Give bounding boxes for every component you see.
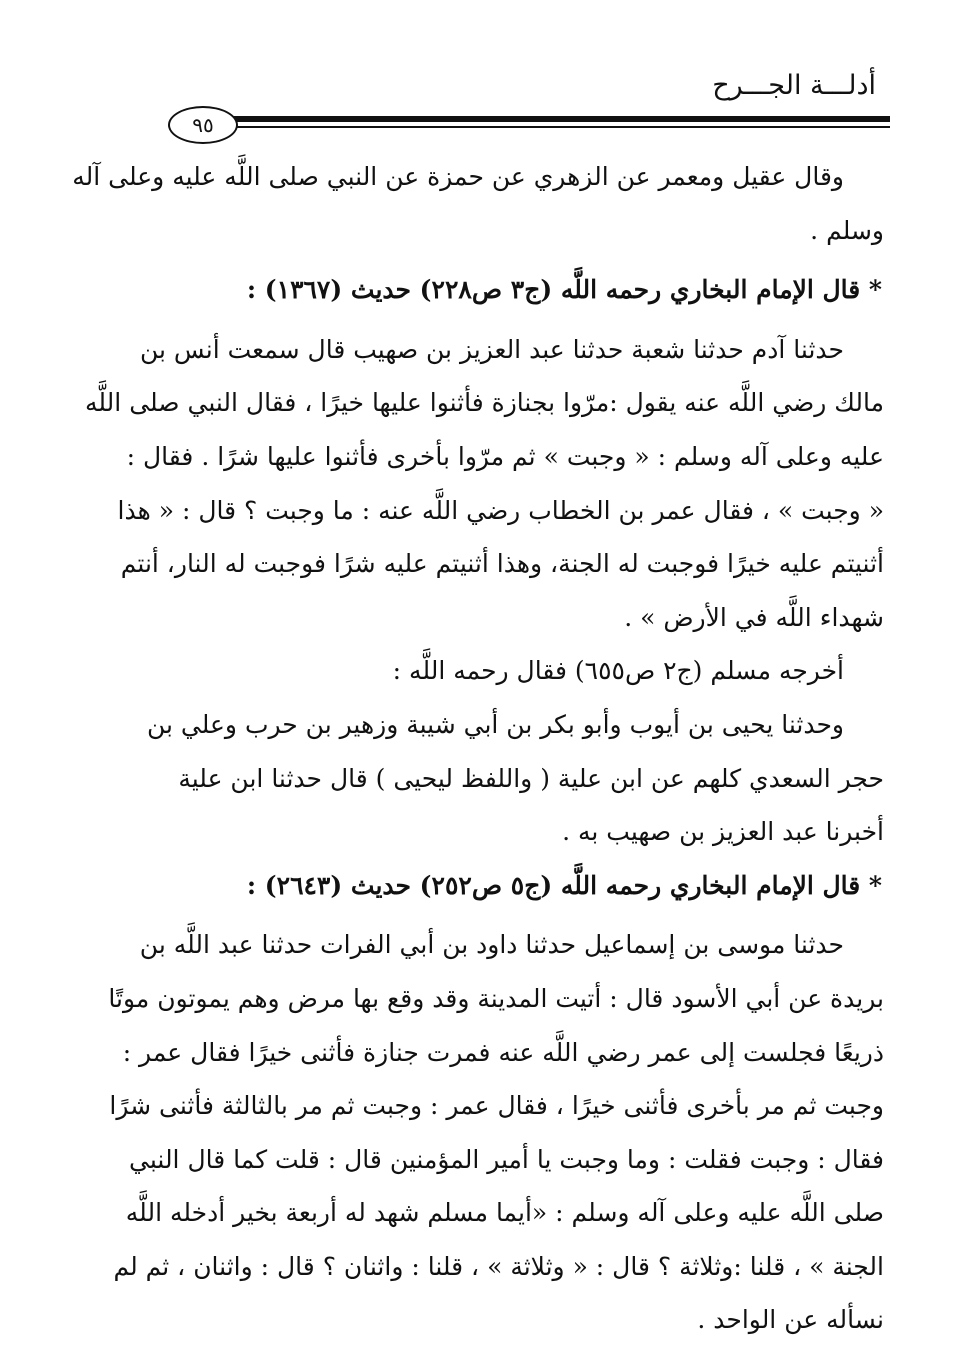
paragraph-line: وحدثنا يحيى بن أيوب وأبو بكر بن أبي شيبة وزهير بن حرب وعلي بن	[146, 709, 844, 739]
page-number-badge	[168, 106, 238, 144]
paragraph-line: أخبرنا عبد العزيز بن صهيب به .	[562, 817, 884, 847]
paragraph-line: ذريعًا فجلست إلى عمر رضي اللَّه عنه فمرت جنازة فأثنى خيرًا فقال عمر :	[122, 1037, 884, 1067]
paragraph-line: شهداء اللَّه في الأرض » .	[624, 602, 884, 632]
paragraph-line: « وجبت » ، فقال عمر بن الخطاب رضي اللَّه عنه : ما وجبت ؟ قال : « هذا	[117, 495, 884, 525]
page-number: ٩٥	[192, 113, 214, 137]
paragraph-line: أثنيتم عليه خيرًا فوجبت له الجنة، وهذا أثنيتم عليه شرًا فوجبت له النار، أنتم	[120, 549, 884, 579]
paragraph-line: وسلم .	[810, 215, 884, 245]
section-heading: * قال الإمام البخاري رحمه اللَّه (ج٣ ص٢٢٨) حديث (١٣٦٧) :	[246, 275, 882, 305]
paragraph-line: وجبت ثم مر بأخرى فأثنى خيرًا ، فقال عمر : وجبت ثم مر بالثالثة فأثنى شرًا	[109, 1091, 884, 1121]
paragraph-line: نسأله عن الواحد .	[697, 1305, 884, 1335]
paragraph-line: الجنة » ، قلنا :وثلاثة ؟ قال : « وثلاثة » ، قلنا : واثنان ؟ قال : واثنان ، ثم لم	[113, 1251, 884, 1281]
paragraph-line: حدثنا آدم حدثنا شعبة حدثنا عبد العزيز بن صهيب قال سمعت أنس بن	[139, 334, 844, 364]
page-body	[72, 150, 884, 1347]
paragraph-line: عليه وعلى آله وسلم : « وجبت » ثم مرّوا بأخرى فأثنوا عليها شرًا . فقال :	[126, 441, 884, 471]
paragraph-line: حجر السعدي كلهم عن ابن علية ( واللفظ ليحيى ) قال حدثنا ابن علية	[178, 763, 884, 793]
paragraph-line: صلى اللَّه عليه وعلى آله وسلم : «أيما مسلم شهد له أربعة بخير أدخله اللَّه	[125, 1198, 884, 1228]
paragraph-line: مالك رضي اللَّه عنه يقول :مرّوا بجنازة فأثنوا عليها خيرًا ، فقال النبي صلى اللَّه	[85, 388, 884, 418]
paragraph-line: وقال عقيل ومعمر عن الزهري عن حمزة عن النبي صلى اللَّه عليه وعلى آله	[72, 162, 844, 191]
header-rule-thin	[228, 126, 890, 128]
source-heading: أخرجه مسلم (ج٢ ص٦٥٥) فقال رحمه اللَّه :	[392, 656, 844, 686]
running-title: أدلـــة الجـــرح	[712, 70, 876, 101]
paragraph-line: بريدة عن أبي الأسود قال : أتيت المدينة وقد وقع بها مرض وهم يموتون موتًا	[108, 983, 884, 1013]
paragraph-line: حدثنا موسى بن إسماعيل حدثنا داود بن أبي الفرات حدثنا عبد اللَّه بن	[139, 930, 844, 960]
paragraph-line: فقال : وجبت فقلت : وما وجبت يا أمير المؤمنين قال : قلت كما قال النبي	[129, 1144, 884, 1174]
section-heading: * قال الإمام البخاري رحمه اللَّه (ج٥ ص٢٥٢) حديث (٢٦٤٣) :	[246, 870, 882, 900]
header-rule-thick	[228, 116, 890, 122]
